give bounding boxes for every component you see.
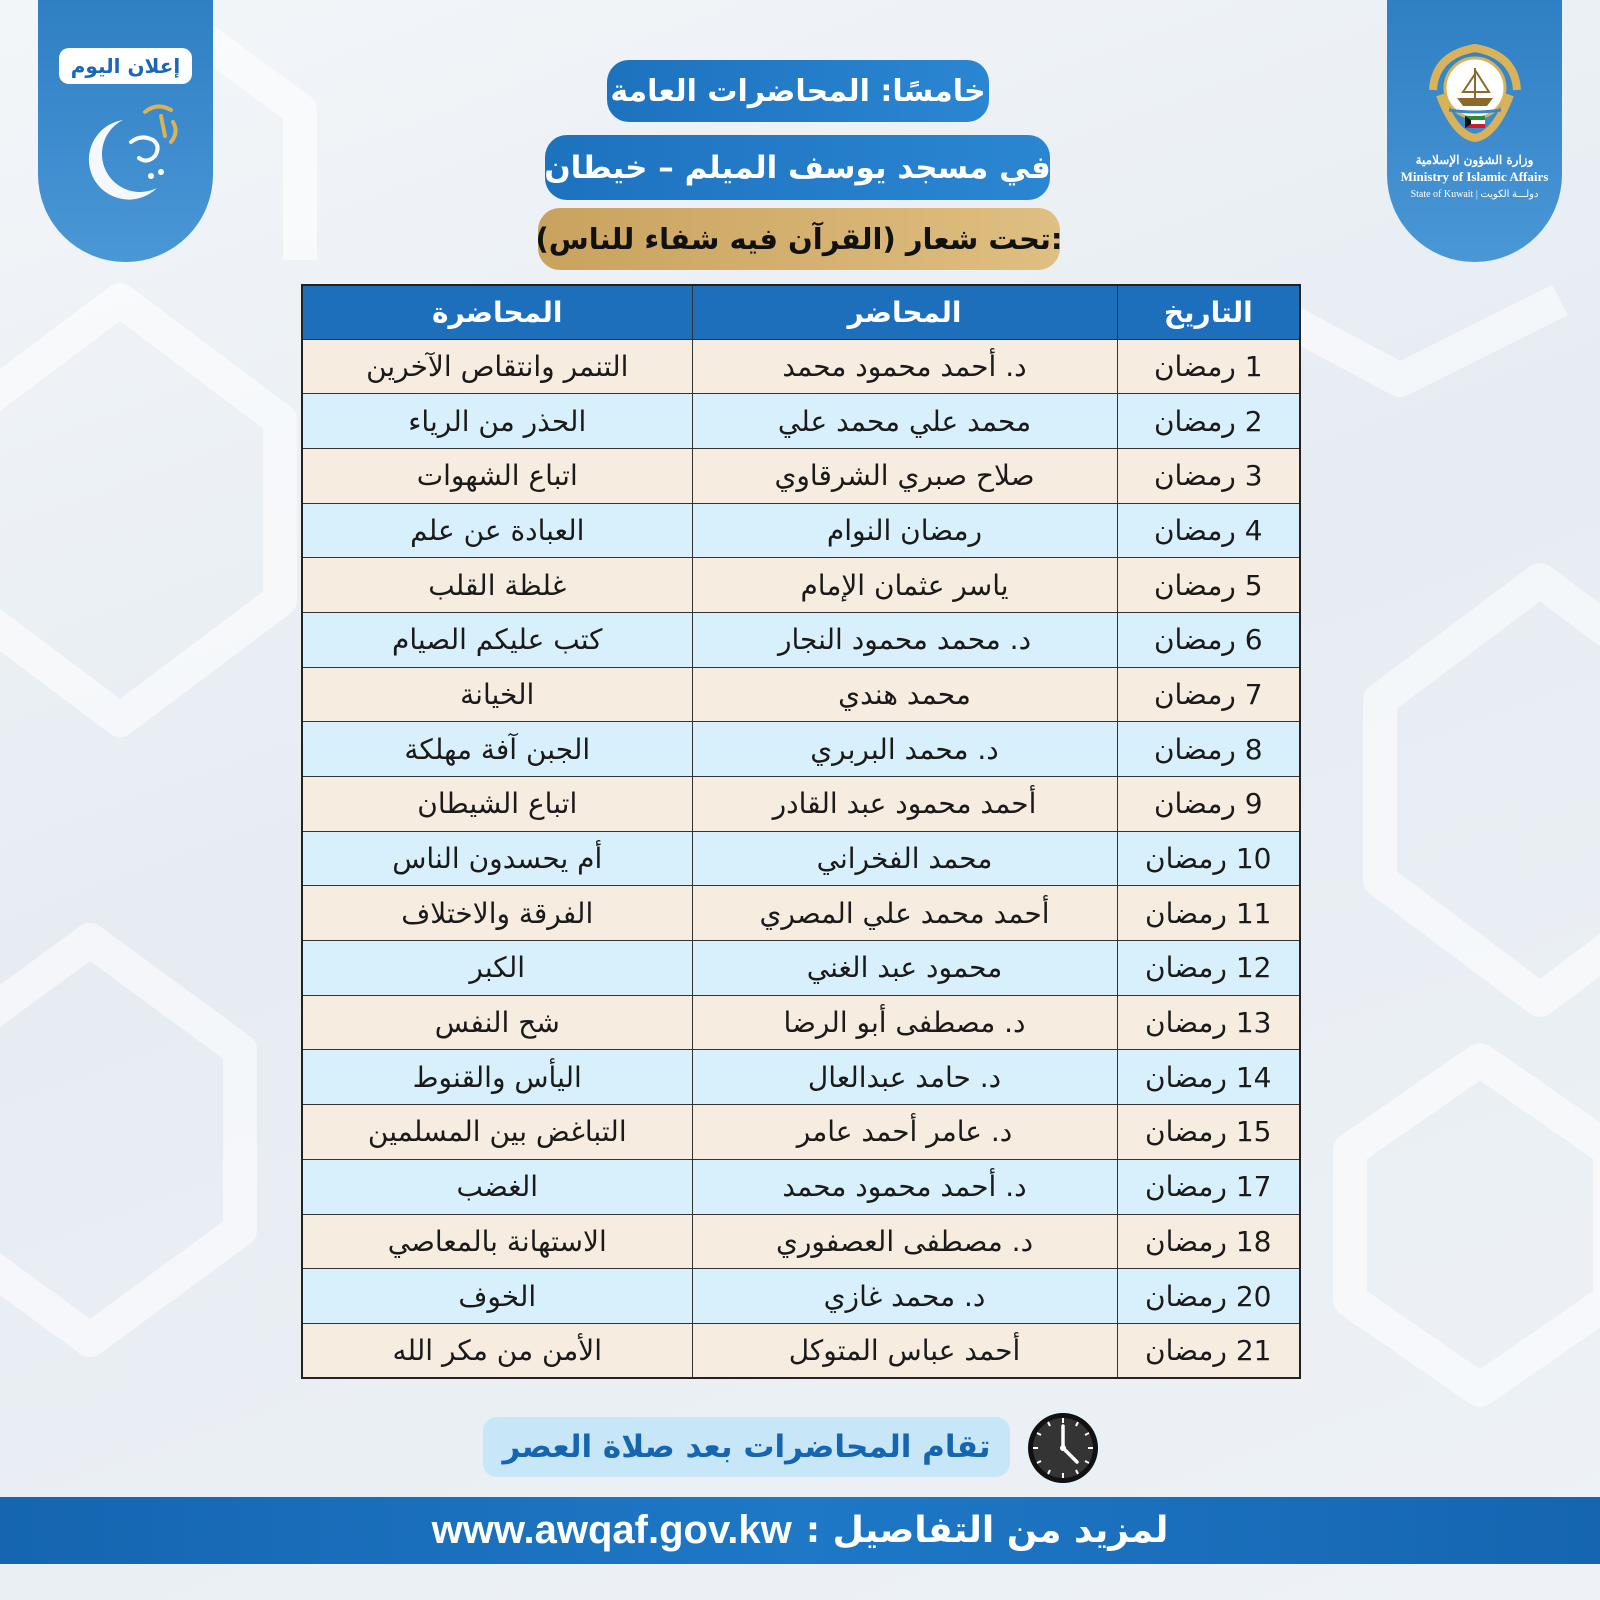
- cell-date: 6 رمضان: [1117, 612, 1300, 667]
- cell-date: 13 رمضان: [1117, 995, 1300, 1050]
- cell-date: 20 رمضان: [1117, 1269, 1300, 1324]
- ramadan-badge: [38, 0, 213, 262]
- table-row: [302, 777, 1300, 832]
- cell-topic: الكبر: [302, 941, 692, 996]
- cell-lecturer: ياسر عثمان الإمام: [692, 558, 1117, 613]
- table-body: [302, 339, 1300, 1378]
- table-row: [302, 448, 1300, 503]
- cell-date: 15 رمضان: [1117, 1105, 1300, 1160]
- cell-date: 2 رمضان: [1117, 394, 1300, 449]
- table-row: [302, 941, 1300, 996]
- kuwait-emblem-icon: [1425, 40, 1525, 145]
- table-row: [302, 612, 1300, 667]
- cell-lecturer: أحمد عباس المتوكل: [692, 1323, 1117, 1378]
- ministry-state-label: State of Kuwait | دولـــة الكويت: [1410, 189, 1539, 200]
- table-row: [302, 503, 1300, 558]
- cell-date: 5 رمضان: [1117, 558, 1300, 613]
- cell-topic: الخيانة: [302, 667, 692, 722]
- cell-topic: التباغض بين المسلمين: [302, 1105, 692, 1160]
- cell-date: 18 رمضان: [1117, 1214, 1300, 1269]
- cell-lecturer: د. أحمد محمود محمد: [692, 339, 1117, 394]
- cell-topic: الفرقة والاختلاف: [302, 886, 692, 941]
- table-row: [302, 1159, 1300, 1214]
- cell-topic: اتباع الشهوات: [302, 448, 692, 503]
- cell-topic: شح النفس: [302, 995, 692, 1050]
- cell-date: 4 رمضان: [1117, 503, 1300, 558]
- cell-date: 7 رمضان: [1117, 667, 1300, 722]
- cell-date: 3 رمضان: [1117, 448, 1300, 503]
- table-row: [302, 1214, 1300, 1269]
- cell-lecturer: د. محمد البربري: [692, 722, 1117, 777]
- table-header-row: [302, 285, 1300, 339]
- cell-topic: غلظة القلب: [302, 558, 692, 613]
- cell-lecturer: رمضان النوام: [692, 503, 1117, 558]
- table-row: [302, 1269, 1300, 1324]
- table-row: [302, 1050, 1300, 1105]
- cell-date: 12 رمضان: [1117, 941, 1300, 996]
- cell-date: 17 رمضان: [1117, 1159, 1300, 1214]
- cell-lecturer: د. مصطفى العصفوري: [692, 1214, 1117, 1269]
- today-announcement-label: إعلان اليوم: [59, 48, 192, 84]
- cell-lecturer: محمود عبد الغني: [692, 941, 1117, 996]
- cell-lecturer: محمد الفخراني: [692, 831, 1117, 886]
- cell-date: 9 رمضان: [1117, 777, 1300, 832]
- table-row: [302, 886, 1300, 941]
- table-row: [302, 722, 1300, 777]
- cell-topic: الأمن من مكر الله: [302, 1323, 692, 1378]
- cell-date: 10 رمضان: [1117, 831, 1300, 886]
- footer-band: [0, 1497, 1600, 1564]
- table-row: [302, 1105, 1300, 1160]
- cell-date: 11 رمضان: [1117, 886, 1300, 941]
- table-row: [302, 667, 1300, 722]
- table-row: [302, 1323, 1300, 1378]
- cell-lecturer: صلاح صبري الشرقاوي: [692, 448, 1117, 503]
- cell-topic: أم يحسدون الناس: [302, 831, 692, 886]
- lecture-time-note: تقام المحاضرات بعد صلاة العصر: [483, 1417, 1010, 1477]
- clock-icon: [1021, 1406, 1105, 1490]
- cell-lecturer: محمد علي محمد علي: [692, 394, 1117, 449]
- cell-topic: الغضب: [302, 1159, 692, 1214]
- header-lecturer: المحاضر: [692, 285, 1117, 339]
- section-title: خامسًا: المحاضرات العامة: [607, 60, 989, 122]
- cell-date: 1 رمضان: [1117, 339, 1300, 394]
- ministry-name-arabic: وزارة الشؤون الإسلامية: [1415, 153, 1534, 167]
- cell-topic: الاستهانة بالمعاصي: [302, 1214, 692, 1269]
- cell-lecturer: د. حامد عبدالعال: [692, 1050, 1117, 1105]
- cell-topic: الجبن آفة مهلكة: [302, 722, 692, 777]
- table-row: [302, 831, 1300, 886]
- cell-lecturer: د. محمد محمود النجار: [692, 612, 1117, 667]
- cell-topic: اليأس والقنوط: [302, 1050, 692, 1105]
- cell-date: 8 رمضان: [1117, 722, 1300, 777]
- cell-topic: الحذر من الرياء: [302, 394, 692, 449]
- cell-lecturer: د. محمد غازي: [692, 1269, 1117, 1324]
- header-topic: المحاضرة: [302, 285, 692, 339]
- cell-lecturer: أحمد محمود عبد القادر: [692, 777, 1117, 832]
- cell-date: 14 رمضان: [1117, 1050, 1300, 1105]
- cell-date: 21 رمضان: [1117, 1323, 1300, 1378]
- ministry-name-english: Ministry of Islamic Affairs: [1400, 169, 1549, 184]
- lectures-schedule-table: [301, 284, 1301, 1379]
- cell-lecturer: محمد هندي: [692, 667, 1117, 722]
- footer-website-link[interactable]: www.awqaf.gov.kw: [431, 1508, 792, 1552]
- cell-lecturer: د. أحمد محمود محمد: [692, 1159, 1117, 1214]
- cell-topic: كتب عليكم الصيام: [302, 612, 692, 667]
- slogan-banner: تحت شعار (القرآن فيه شفاء للناس):: [538, 208, 1060, 270]
- cell-topic: اتباع الشيطان: [302, 777, 692, 832]
- table-row: [302, 394, 1300, 449]
- cell-topic: الخوف: [302, 1269, 692, 1324]
- cell-topic: التنمر وانتقاص الآخرين: [302, 339, 692, 394]
- mosque-location: في مسجد يوسف الميلم – خيطان: [545, 135, 1050, 200]
- table-row: [302, 558, 1300, 613]
- footer-label: لمزيد من التفاصيل :: [805, 1510, 1169, 1551]
- cell-lecturer: أحمد محمد علي المصري: [692, 886, 1117, 941]
- cell-topic: العبادة عن علم: [302, 503, 692, 558]
- table-row: [302, 995, 1300, 1050]
- cell-lecturer: د. عامر أحمد عامر: [692, 1105, 1117, 1160]
- ministry-badge: [1387, 0, 1562, 262]
- header-date: التاريخ: [1117, 285, 1300, 339]
- ramadan-calligraphy-logo: [61, 92, 191, 212]
- cell-lecturer: د. مصطفى أبو الرضا: [692, 995, 1117, 1050]
- table-row: [302, 339, 1300, 394]
